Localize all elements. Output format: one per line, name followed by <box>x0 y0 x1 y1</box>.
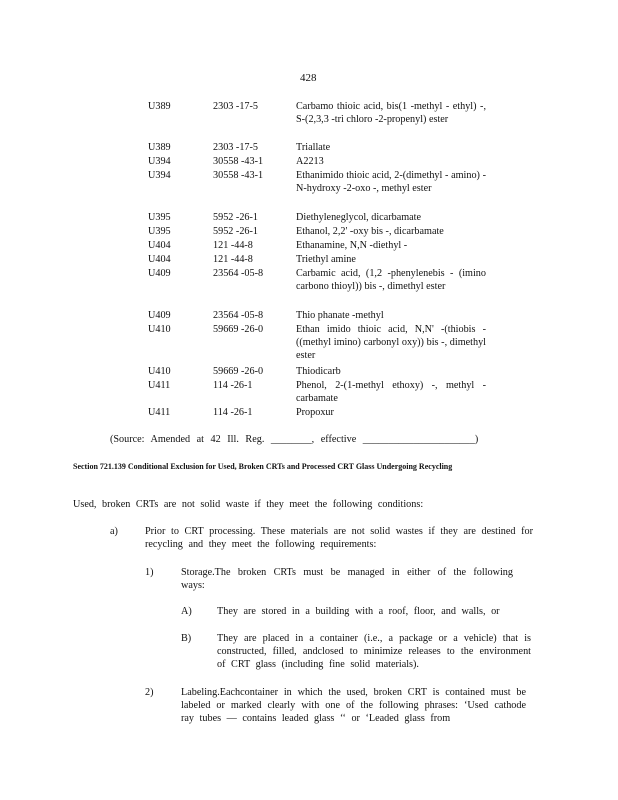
cas-number: 59669 -26-0 <box>213 366 264 377</box>
waste-code: U410 <box>148 324 171 335</box>
substance-name: A2213 <box>296 156 324 167</box>
source-note: (Source: Amended at 42 Ill. Reg. ________, effective ______________________) <box>110 434 479 445</box>
cas-number: 5952 -26-1 <box>213 226 258 237</box>
item-B-text: They are placed in a container (i.e., a package or a vehicle) that is constructed, filled, andclosed to minimize releases to the environment of CRT glass (including fine solid materials). <box>217 633 531 670</box>
intro-paragraph: Used, broken CRTs are not solid waste if they meet the following conditions: <box>73 499 424 510</box>
waste-code: U410 <box>148 366 171 377</box>
substance-name: Ethanol, 2,2' -oxy bis -, dicarbamate <box>296 226 444 237</box>
waste-code: U389 <box>148 142 171 153</box>
cas-number: 59669 -26-0 <box>213 324 264 335</box>
waste-code: U404 <box>148 254 171 265</box>
substance-name: Triethyl amine <box>296 254 356 265</box>
waste-code: U394 <box>148 170 171 181</box>
waste-code: U395 <box>148 226 171 237</box>
substance-name: Diethyleneglycol, dicarbamate <box>296 212 422 223</box>
waste-code: U404 <box>148 240 171 251</box>
waste-code: U409 <box>148 310 171 321</box>
item-a-label: a) <box>110 526 118 537</box>
item-a-text: Prior to CRT processing. These materials are not solid wastes if they are destined for recycling and they meet the following requirements: <box>145 526 533 550</box>
substance-name: Ethanamine, N,N -diethyl - <box>296 240 408 251</box>
waste-code: U411 <box>148 407 171 418</box>
cas-number: 114 -26-1 <box>213 380 253 391</box>
cas-number: 121 -44-8 <box>213 254 253 265</box>
cas-number: 114 -26-1 <box>213 407 253 418</box>
cas-number: 23564 -05-8 <box>213 268 264 279</box>
substance-name: Thio phanate -methyl <box>296 310 384 321</box>
item-1-label: 1) <box>145 567 154 578</box>
cas-number: 23564 -05-8 <box>213 310 264 321</box>
waste-code: U395 <box>148 212 171 223</box>
cas-number: 2303 -17-5 <box>213 101 258 112</box>
cas-number: 2303 -17-5 <box>213 142 258 153</box>
item-B-label: B) <box>181 633 192 644</box>
section-heading: Section 721.139 Conditional Exclusion for Used, Broken CRTs and Processed CRT Glass Undergoing Recycling <box>73 462 453 471</box>
waste-code: U411 <box>148 380 171 391</box>
waste-code: U394 <box>148 156 171 167</box>
waste-code: U409 <box>148 268 171 279</box>
substance-name: Ethanimido thioic acid, 2-(dimethyl - amino) -N-hydroxy -2-oxo -, methyl ester <box>296 170 486 194</box>
substance-name: Triallate <box>296 142 331 153</box>
item-A-text: They are stored in a building with a roof, floor, and walls, or <box>217 606 500 617</box>
substance-name: Carbamo thioic acid, bis(1 -methyl - ethyl) -, S-(2,3,3 -tri chloro -2-propenyl) ester <box>296 101 486 125</box>
cas-number: 121 -44-8 <box>213 240 253 251</box>
substance-name: Propoxur <box>296 407 334 418</box>
item-2-label: 2) <box>145 687 154 698</box>
item-A-label: A) <box>181 606 192 617</box>
substance-name: Thiodicarb <box>296 366 341 377</box>
item-2-text: Labeling.Eachcontainer in which the used, broken CRT is contained must be labeled or marked clearly with one of the following phrases: ‘Used cathode ray tubes — contains leaded glass ‘‘ or ‘Leaded glass from <box>181 687 526 724</box>
substance-name: Phenol, 2-(1-methyl ethoxy) -, methyl - carbamate <box>296 380 486 404</box>
cas-number: 30558 -43-1 <box>213 170 264 181</box>
page-number: 428 <box>300 72 317 84</box>
waste-code: U389 <box>148 101 171 112</box>
substance-name: Ethan imido thioic acid, N,N' -(thiobis - ((methyl imino) carbonyl oxy)) bis -, dimethyl ester <box>296 324 486 361</box>
cas-number: 5952 -26-1 <box>213 212 258 223</box>
substance-name: Carbamic acid, (1,2 -phenylenebis - (imino carbono thioyl)) bis -, dimethyl ester <box>296 268 486 292</box>
cas-number: 30558 -43-1 <box>213 156 264 167</box>
item-1-text: Storage.The broken CRTs must be managed in either of the following ways: <box>181 567 513 591</box>
